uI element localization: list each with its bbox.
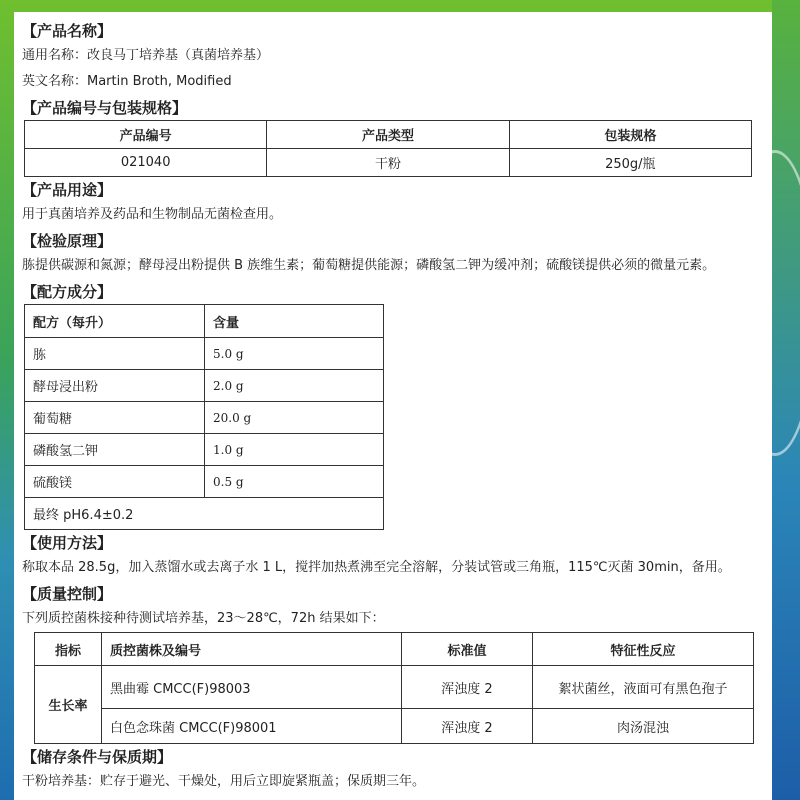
- header-code: 产品编号: [25, 121, 267, 149]
- standard-value: 浑浊度 2: [402, 666, 533, 709]
- standard-value: 浑浊度 2: [402, 709, 533, 744]
- section-title-storage: 【储存条件与保质期】: [22, 748, 173, 766]
- decorative-border: [772, 0, 800, 800]
- section-title-qc: 【质量控制】: [22, 585, 113, 603]
- amount: 20.0 g: [205, 402, 384, 434]
- qc-table: [34, 632, 754, 744]
- table-footer-row: [25, 498, 384, 530]
- header-ingredient: 配方（每升）: [25, 305, 205, 338]
- common-name: 通用名称：改良马丁培养基（真菌培养基）: [22, 48, 270, 63]
- section-title-method: 【使用方法】: [22, 534, 113, 552]
- amount: 2.0 g: [205, 370, 384, 402]
- growth-rate-label: 生长率: [35, 666, 102, 744]
- header-reaction: 特征性反应: [533, 633, 754, 666]
- qc-intro: 下列质控菌株接种待测试培养基，23～28℃，72h 结果如下：: [22, 611, 385, 626]
- header-type: 产品类型: [267, 121, 509, 149]
- amount: 1.0 g: [205, 434, 384, 466]
- table-row: [35, 709, 754, 744]
- cell-code: 021040: [25, 149, 267, 177]
- amount: 5.0 g: [205, 338, 384, 370]
- amount: 0.5 g: [205, 466, 384, 498]
- section-title-formula: 【配方成分】: [22, 283, 113, 301]
- table-header-row: [35, 633, 754, 666]
- ingredient: 酵母浸出粉: [25, 370, 205, 402]
- header-standard: 标准值: [402, 633, 533, 666]
- english-name: 英文名称：Martin Broth, Modified: [22, 74, 232, 89]
- table-row: [25, 149, 752, 177]
- header-indicator: 指标: [35, 633, 102, 666]
- cell-type: 干粉: [267, 149, 509, 177]
- ingredient: 硫酸镁: [25, 466, 205, 498]
- reaction: 絮状菌丝，液面可有黑色孢子: [533, 666, 754, 709]
- method-text: 称取本品 28.5g，加入蒸馏水或去离子水 1 L，搅拌加热煮沸至完全溶解，分装试管或三角瓶，115℃灭菌 30min，备用。: [22, 560, 731, 575]
- table-header-row: [25, 121, 752, 149]
- ingredient: 胨: [25, 338, 205, 370]
- table-row: [25, 370, 384, 402]
- reaction: 肉汤混浊: [533, 709, 754, 744]
- storage-text: 干粉培养基：贮存于避光、干燥处，用后立即旋紧瓶盖；保质期三年。: [22, 774, 426, 789]
- ingredient: 磷酸氢二钾: [25, 434, 205, 466]
- product-sheet: [14, 12, 772, 800]
- header-pack: 包装规格: [509, 121, 751, 149]
- strain: 白色念珠菌 CMCC(F)98001: [102, 709, 402, 744]
- section-title-use: 【产品用途】: [22, 181, 113, 199]
- header-strain: 质控菌株及编号: [102, 633, 402, 666]
- cell-pack: 250g/瓶: [509, 149, 751, 177]
- ingredient: 葡萄糖: [25, 402, 205, 434]
- table-header-row: [25, 305, 384, 338]
- table-row: [25, 434, 384, 466]
- formula-table: [24, 304, 384, 530]
- principle-text: 胨提供碳源和氮源；酵母浸出粉提供 B 族维生素；葡萄糖提供能源；磷酸氢二钾为缓冲剂；硫酸镁提供必须的微量元素。: [22, 258, 716, 273]
- section-title-principle: 【检验原理】: [22, 232, 113, 250]
- header-amount: 含量: [205, 305, 384, 338]
- use-text: 用于真菌培养及药品和生物制品无菌检查用。: [22, 207, 283, 222]
- section-title-code: 【产品编号与包装规格】: [22, 99, 188, 117]
- table-row: [35, 666, 754, 709]
- table-row: [25, 402, 384, 434]
- package-table: [24, 120, 752, 177]
- section-title-name: 【产品名称】: [22, 22, 113, 40]
- table-row: [25, 338, 384, 370]
- table-row: [25, 466, 384, 498]
- strain: 黑曲霉 CMCC(F)98003: [102, 666, 402, 709]
- final-ph: 最终 pH6.4±0.2: [25, 498, 384, 530]
